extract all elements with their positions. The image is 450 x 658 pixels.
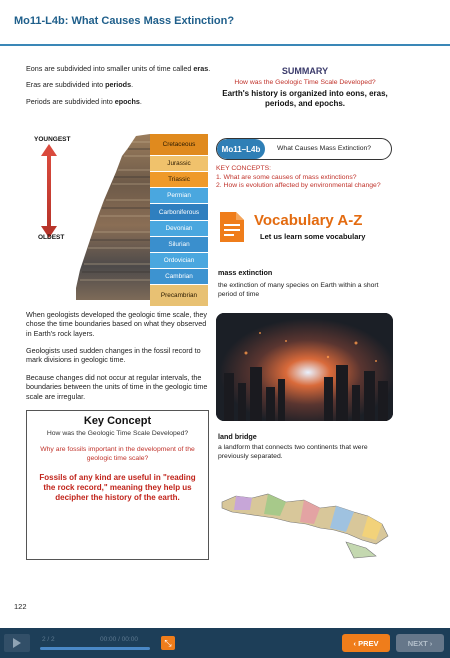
period-precambrian: Precambrian (150, 285, 208, 307)
body-paragraph-3: Because changes did not occur at regular intervals, the boundaries between the units of time in the geologic time scale are irregular. (26, 372, 208, 401)
vocabulary-subtitle: Let us learn some vocabulary (260, 232, 366, 241)
header-bar (0, 0, 450, 46)
content-page (0, 48, 450, 628)
page-title: Mo11-L4b: What Causes Mass Extinction? (14, 15, 235, 27)
lesson-title: What Causes Mass Extinction? (277, 145, 372, 152)
lesson-pill (216, 138, 392, 160)
vocabulary-banner (216, 208, 394, 248)
period-triassic: Triassic (150, 172, 208, 188)
definition-mass-extinction: the extinction of many species on Earth within a short period of time (218, 282, 379, 298)
intro-text (26, 64, 212, 113)
period-devonian: Devonian (150, 221, 208, 237)
slide-counter: 2 / 2 (42, 636, 55, 643)
eons-paragraph: Eons are subdivided into smaller units of time called eras. (26, 64, 211, 73)
lesson-code: Mo11–L4b (217, 139, 265, 159)
play-button[interactable] (4, 634, 30, 652)
summary-section (216, 66, 394, 108)
period-cretaceous: Cretaceous (150, 134, 208, 156)
body-paragraph-2: Geologists used sudden changes in the fossil record to mark divisions in geologic time. (26, 346, 201, 365)
definition-land-bridge: a landform that connects two continents that were previously separated. (218, 444, 368, 460)
progress-bar[interactable] (40, 647, 150, 650)
key-concepts-list (216, 174, 392, 191)
time-display: 00:00 / 00:00 (100, 636, 138, 643)
term-land-bridge: land bridge (218, 432, 257, 441)
body-paragraph-1: When geologists developed the geologic time scale, they chose the time boundaries based on what they observed in Earth's rock layers. (26, 310, 207, 338)
key-concept-box (26, 410, 209, 560)
rock-strata-figure (26, 130, 212, 308)
key-concept-answer: Fossils of any kind are useful in "reading the rock record," meaning they help us decipher the history of the earth. (39, 472, 196, 502)
next-button[interactable]: NEXT › (396, 634, 444, 652)
body-text (26, 310, 212, 409)
period-permian: Permian (150, 188, 208, 204)
youngest-label: YOUNGEST (34, 136, 71, 143)
eras-paragraph: Eras are subdivided into periods. (26, 80, 134, 90)
vocabulary-title: Vocabulary A-Z (254, 212, 363, 229)
key-concept-item: 1. What are some causes of mass extinctions? (216, 174, 357, 181)
summary-question: How was the Geologic Time Scale Developed? (234, 79, 376, 86)
play-icon (13, 638, 21, 648)
document-icon (218, 210, 248, 244)
period-carboniferous: Carboniferous (150, 204, 208, 221)
mass-extinction-image (216, 313, 393, 421)
time-arrow (47, 155, 51, 227)
term-mass-extinction: mass extinction (218, 268, 273, 277)
periods-paragraph: Periods are subdivided into epochs. (26, 96, 142, 106)
player-footer (0, 628, 450, 658)
key-concept-question-2: Why are fossils important in the development of the geologic time scale? (40, 446, 195, 462)
land-bridge-map (216, 482, 393, 560)
page-number: 122 (14, 602, 27, 611)
rock-layers-image (76, 130, 150, 300)
oldest-label: OLDEST (38, 234, 65, 241)
period-ordovician: Ordovician (150, 253, 208, 269)
period-cambrian: Cambrian (150, 269, 208, 285)
key-concepts-label: KEY CONCEPTS: (216, 165, 272, 172)
summary-answer: Earth's history is organized into eons, eras, periods, and epochs. (222, 89, 388, 108)
expand-button[interactable] (161, 636, 175, 650)
period-stack (150, 134, 208, 307)
prev-button[interactable]: ‹ PREV (342, 634, 390, 652)
period-silurian: Silurian (150, 237, 208, 253)
expand-icon: ⤡ (164, 637, 172, 648)
period-jurassic: Jurassic (150, 156, 208, 172)
key-concept-question: How was the Geologic Time Scale Developed? (46, 430, 189, 437)
key-concept-item: 2. How is evolution affected by environmental change? (216, 182, 381, 190)
summary-title: SUMMARY (281, 66, 329, 76)
key-concept-title: Key Concept (83, 415, 152, 427)
